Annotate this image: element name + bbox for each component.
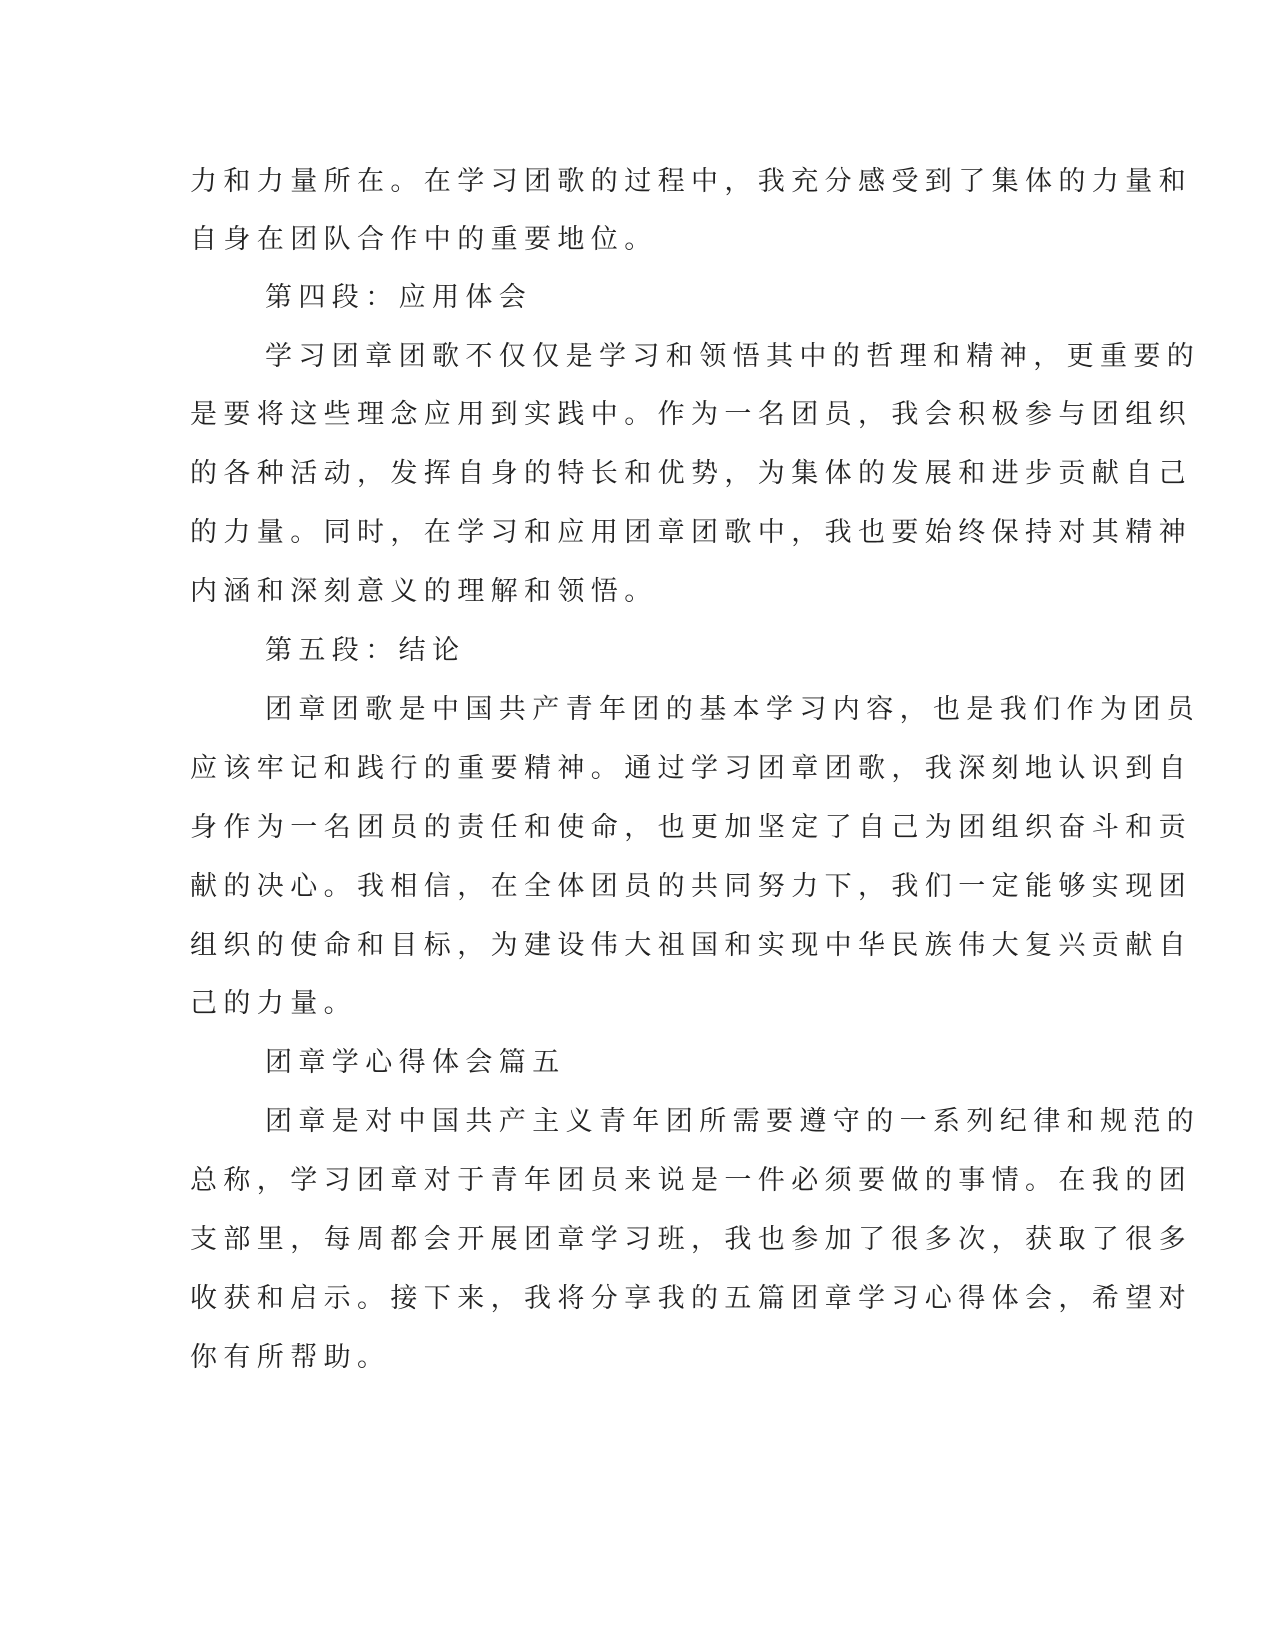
text-line: 支部里，每周都会开展团章学习班，我也参加了很多次，获取了很多: [190, 1224, 1192, 1255]
text-line: 组织的使命和目标，为建设伟大祖国和实现中华民族伟大复兴贡献自: [190, 930, 1192, 961]
text-line: 的力量。同时，在学习和应用团章团歌中，我也要始终保持对其精神: [190, 517, 1192, 548]
text-line: 己的力量。: [190, 988, 357, 1019]
text-line: 的各种活动，发挥自身的特长和优势，为集体的发展和进步贡献自己: [190, 458, 1192, 489]
text-line: 学习团章团歌不仅仅是学习和领悟其中的哲理和精神，更重要的: [265, 341, 1201, 372]
text-line: 是要将这些理念应用到实践中。作为一名团员，我会积极参与团组织: [190, 399, 1192, 430]
section-heading: 第五段：结论: [265, 635, 466, 666]
text-line: 献的决心。我相信，在全体团员的共同努力下，我们一定能够实现团: [190, 871, 1192, 902]
text-line: 团章团歌是中国共产青年团的基本学习内容，也是我们作为团员: [265, 694, 1201, 725]
text-line: 总称，学习团章对于青年团员来说是一件必须要做的事情。在我的团: [190, 1165, 1192, 1196]
section-heading: 团章学心得体会篇五: [265, 1047, 566, 1078]
text-line: 身作为一名团员的责任和使命，也更加坚定了自己为团组织奋斗和贡: [190, 812, 1192, 843]
text-line: 力和力量所在。在学习团歌的过程中，我充分感受到了集体的力量和: [190, 166, 1192, 197]
text-line: 你有所帮助。: [190, 1342, 391, 1373]
text-line: 自身在团队合作中的重要地位。: [190, 224, 658, 255]
text-line: 团章是对中国共产主义青年团所需要遵守的一系列纪律和规范的: [265, 1106, 1201, 1137]
section-heading: 第四段：应用体会: [265, 282, 533, 313]
text-line: 内涵和深刻意义的理解和领悟。: [190, 576, 658, 607]
text-line: 收获和启示。接下来，我将分享我的五篇团章学习心得体会，希望对: [190, 1283, 1192, 1314]
text-line: 应该牢记和践行的重要精神。通过学习团章团歌，我深刻地认识到自: [190, 753, 1192, 784]
